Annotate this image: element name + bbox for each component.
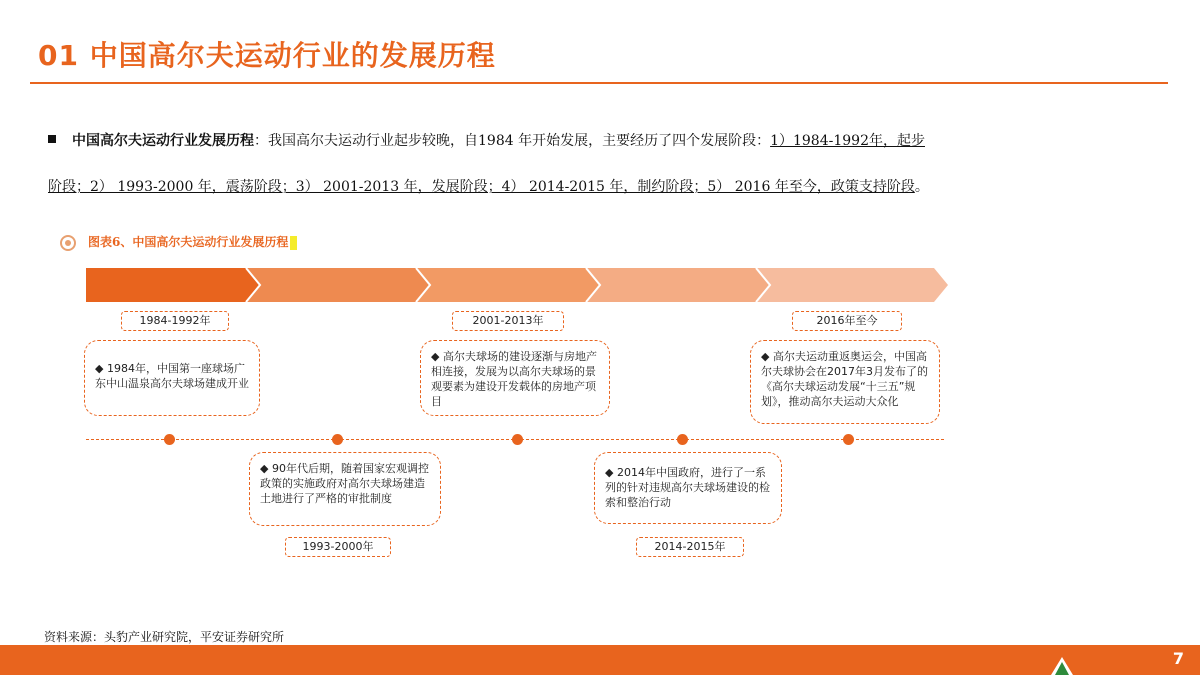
event-box-1993: ◆ 90年代后期，随着国家宏观调控政策的实施政府对高尔夫球场建造土地进行了严格的审批制度 [249,452,441,526]
title-divider [30,82,1168,84]
timeline-dot-5 [843,434,854,445]
year-box-2014-2015: 2014-2015年 [636,537,744,557]
intro-end: 。 [914,179,929,195]
event-box-1984: ◆ 1984年，中国第一座球场广东中山温泉高尔夫球场建成开业 [84,340,260,416]
figure-caption [60,233,297,251]
timeline-dot-4 [677,434,688,445]
timeline-dot-2 [332,434,343,445]
event-box-2016: ◆ 高尔夫运动重返奥运会，中国高尔夫球协会在2017年3月发布了的《高尔夫球运动发展“十三五”规划》，推动高尔夫运动大众化 [750,340,940,424]
year-box-2016: 2016年至今 [792,311,902,331]
intro-underlined-2: 阶段；2） 1993-2000 年，震荡阶段；3） 2001-2013 年，发展阶段；4） 2014-2015 年，制约阶段；5） 2016 年至今，政策支持阶段 [48,179,915,195]
stage-chevron-bar [86,268,948,302]
stage-label-3: 发展阶段 [476,6,548,27]
mountain-logo-icon [1050,656,1074,675]
page-number: 7 [1172,649,1184,668]
target-circle-icon [60,235,76,251]
stage-chevron-2 [246,268,430,302]
stage-chevron-5 [756,268,948,302]
highlight-mark [290,236,297,250]
stage-chevron-3 [416,268,600,302]
source-note: 资料来源：头豹产业研究院，平安证券研究所 [44,630,285,644]
stage-label-4: 制约阶段 [646,6,718,27]
stage-label-5: 政策支持阶段 [798,6,906,27]
timeline-dot-1 [164,434,175,445]
stage-chevron-4 [586,268,770,302]
year-box-1993-2000: 1993-2000年 [285,537,391,557]
event-box-2001: ◆ 高尔夫球场的建设逐渐与房地产相连接，发展为以高尔夫球场的景观要素为建设开发载体的房地产项目 [420,340,610,416]
intro-paragraph [48,118,1158,210]
footer-bar [0,645,1200,675]
intro-lead: 中国高尔夫运动行业发展历程 [72,133,254,149]
year-box-2001-2013: 2001-2013年 [452,311,564,331]
bullet-square-icon [48,135,56,143]
intro-text: ：我国高尔夫运动行业起步较晚，自1984 年开始发展，主要经历了四个发展阶段： [254,133,771,149]
event-box-2014: ◆ 2014年中国政府，进行了一系列的针对违规高尔夫球场建设的检索和整治行动 [594,452,782,524]
stage-label-2: 震荡阶段 [306,6,378,27]
stage-chevron-1 [86,268,260,302]
timeline-dot-3 [512,434,523,445]
page-title: 01 中国高尔夫运动行业的发展历程 [38,39,496,72]
year-box-1984-1992: 1984-1992年 [121,311,229,331]
figure-caption-text: 图表6、中国高尔夫运动行业发展历程 [88,235,289,249]
stage-label-1: 起步阶段 [136,6,208,27]
intro-underlined-1: 1）1984-1992年，起步 [770,133,925,149]
